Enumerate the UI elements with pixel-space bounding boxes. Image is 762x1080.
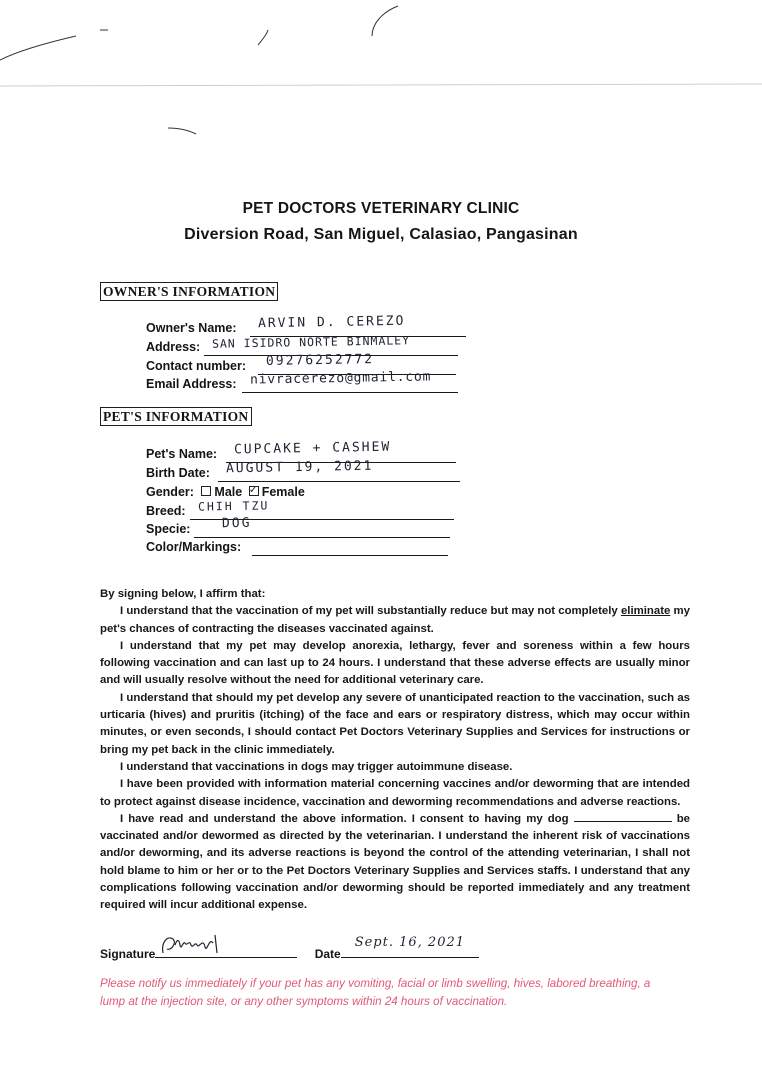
field-label: Address: (146, 340, 201, 354)
field-label: Breed: (146, 504, 186, 518)
consent-paragraph-6 (100, 811, 690, 915)
owner-name-value: ARVIN D. CEREZO (257, 313, 406, 332)
dog-name-blank[interactable] (574, 811, 672, 822)
clinic-name: PET DOCTORS VETERINARY CLINIC (242, 200, 520, 217)
consent-text-run: I understand that the vaccination of my pet will substantially reduce but may not completely (120, 605, 621, 618)
field-label: Contact number: (146, 359, 246, 373)
clinic-address: Diversion Road, San Miguel, Calasiao, Pangasinan (184, 226, 578, 243)
birth-date-value: AUGUST 19, 2021 (225, 458, 374, 477)
date-label: Date (314, 947, 341, 961)
handwritten-signature (159, 933, 249, 959)
consent-text-run: I have read and understand the above information. I consent to having my dog (120, 812, 574, 825)
consent-intro: By signing below, I affirm that: (100, 588, 266, 600)
consent-paragraph-4: I understand that vaccinations in dogs may trigger autoimmune disease. (120, 760, 513, 773)
consent-text-run: be vaccinated and/or dewormed as directed by the veterinarian. I understand the inherent risk of vaccinations and/or deworming, and its adverse reactions is beyond the control of the attending veterinarian, I shall not hold blame to him or her or to the Pet Doctors Veterinary Supplies and Services staffs. I understand that any complications following vaccination and/or deworming should be reported immediately and any treatment required will incur additional expense. (100, 812, 690, 912)
female-checkbox[interactable] (249, 486, 259, 496)
field-label: Gender: (146, 485, 194, 499)
female-label: Female (261, 485, 305, 499)
male-checkbox[interactable] (201, 486, 211, 496)
consent-text (100, 586, 690, 915)
field-label: Specie: (146, 522, 191, 536)
underlined-word: eliminate (620, 605, 671, 618)
consent-paragraph-2: I understand that my pet may develop anorexia, lethargy, fever and soreness within a few hours following vaccination and can last up to 24 hours. I understand that these adverse effects are usually minor and will usually resolve without the need for additional veterinary care. (100, 639, 690, 687)
field-label: Birth Date: (146, 466, 210, 480)
consent-text-run: my pet's chances of contracting the diseases vaccinated against. (100, 605, 690, 635)
specie-value: DOG (221, 515, 252, 532)
signature-row (100, 935, 479, 961)
contact-number-value: 09276252772 (265, 352, 375, 369)
breed-value: CHIH TZU (197, 498, 270, 514)
field-label: Color/Markings: (146, 540, 242, 554)
pet-info-heading: PET'S INFORMATION (100, 407, 252, 426)
scan-artifacts (0, 0, 762, 140)
pet-name-value: CUPCAKE + CASHEW (233, 439, 392, 458)
consent-paragraph-5: I have been provided with information material concerning vaccines and/or deworming that are intended to protect against disease incidence, vaccination and deworming recommendations and adverse reactions. (100, 778, 690, 808)
notice-text: Please notify us immediately if your pet has any vomiting, facial or limb swelling, hives, labored breathing, a lump at the injection site, or any other symptoms within 24 hours of vaccination. (100, 977, 651, 1008)
consent-paragraph-1 (100, 603, 690, 638)
email-value: nivracerezo@gmail.com (249, 369, 432, 388)
signature-line[interactable] (155, 945, 297, 958)
date-line[interactable] (341, 935, 479, 958)
field-label: Owner's Name: (146, 321, 237, 335)
owner-info-heading: OWNER'S INFORMATION (100, 282, 278, 301)
check-mark-icon: ✓ (248, 484, 258, 496)
field-label: Pet's Name: (146, 447, 218, 461)
consent-paragraph-3: I understand that should my pet develop any severe of unanticipated reaction to the vaccination, such as urticaria (hives) and pruritis (itching) of the face and ears or respiratory distress, which may occur within minutes, or even seconds, I should contact Pet Doctors Veterinary Supplies and Services for instructions or bring my pet back in the clinic immediately. (100, 691, 690, 756)
field-label: Email Address: (146, 377, 237, 391)
male-label: Male (214, 485, 243, 499)
signature-label: Signature (100, 947, 156, 961)
date-value: Sept. 16, 2021 (354, 935, 466, 950)
owner-address-value: SAN ISIDRO NORTE BINMALEY (211, 333, 411, 351)
